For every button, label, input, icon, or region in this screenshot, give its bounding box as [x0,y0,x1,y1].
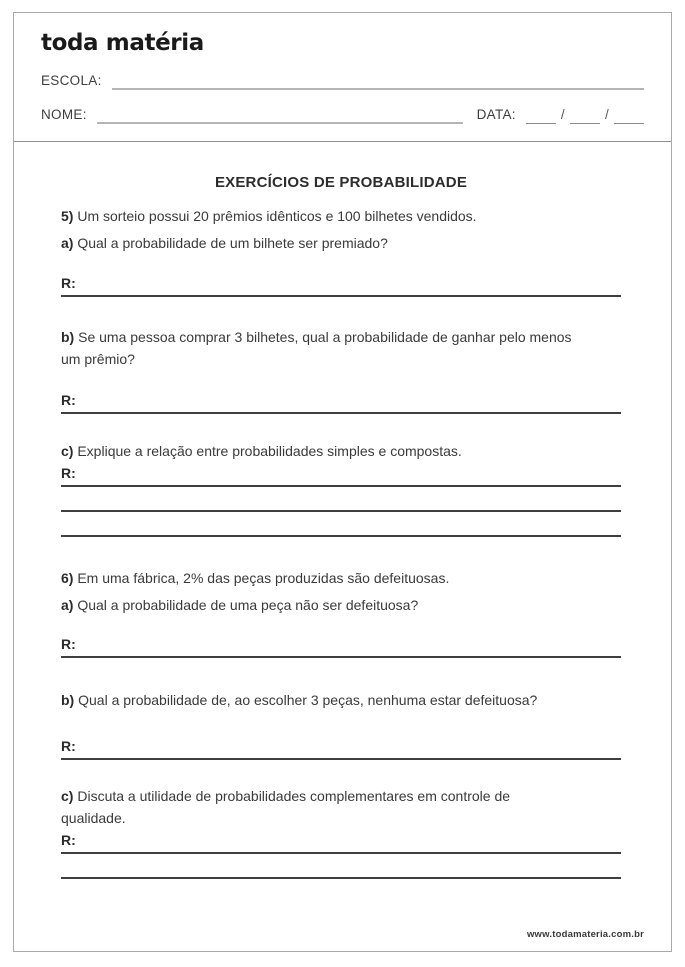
subquestion-text: Se uma pessoa comprar 3 bilhetes, qual a probabilidade de ganhar pelo menos um prêmio? [61,329,572,367]
answer-area-5c [61,464,621,537]
answer-area-6b [61,737,621,760]
answer-label: R: [61,465,76,481]
name-row [41,105,644,124]
answer-extra-line[interactable] [61,512,621,537]
school-row [41,71,644,90]
worksheet-body [14,172,671,879]
subquestion-label: b) [61,329,75,345]
answer-line[interactable] [61,831,621,854]
question-text: Um sorteio possui 20 prêmios idênticos e 100 bilhetes vendidos. [77,208,477,224]
name-label: NOME: [41,107,87,122]
header [14,13,671,124]
subquestion-label: b) [61,692,75,708]
question-6 [61,567,621,589]
answer-label: R: [61,392,76,408]
brand-logo: toda matéria [41,30,204,56]
question-number: 5) [61,208,74,224]
answer-line[interactable] [61,464,621,487]
question-6a [61,594,621,616]
answer-line[interactable] [61,391,621,414]
date-slot-year[interactable] [614,109,644,124]
date-slash-2: / [604,107,609,122]
subquestion-text: Qual a probabilidade de, ao escolher 3 peças, nenhuma estar defeituosa? [78,692,538,708]
date-slash-1: / [560,107,565,122]
date-label: DATA: [476,107,516,122]
subquestion-text: Qual a probabilidade de uma peça não ser defeituosa? [77,597,419,613]
question-5b [61,326,591,370]
name-fill-line[interactable] [97,107,463,124]
answer-extra-line[interactable] [61,854,621,879]
date-slot-month[interactable] [570,109,600,124]
subquestion-label: c) [61,443,74,459]
question-5 [61,205,621,227]
subquestion-label: a) [61,597,74,613]
answer-area-5a [61,274,621,297]
answer-area-5b [61,391,621,414]
worksheet-page [13,12,672,952]
answer-area-6c [61,831,621,879]
question-5c [61,440,621,462]
question-6c [61,785,566,829]
answer-label: R: [61,636,76,652]
answer-area-6a [61,635,621,658]
date-group [477,105,644,124]
subquestion-text: Discuta a utilidade de probabilidades complementares em controle de qualidade. [61,788,511,826]
answer-label: R: [61,832,76,848]
answer-extra-line[interactable] [61,487,621,512]
question-6b [61,689,621,711]
answer-label: R: [61,275,76,291]
subquestion-text: Explique a relação entre probabilidades simples e compostas. [77,443,462,459]
school-label: ESCOLA: [41,73,102,88]
answer-line[interactable] [61,274,621,297]
answer-line[interactable] [61,635,621,658]
question-text: Em uma fábrica, 2% das peças produzidas são defeituosas. [77,570,450,586]
subquestion-label: c) [61,788,74,804]
school-fill-line[interactable] [112,73,644,90]
header-divider [14,141,671,142]
footer-url: www.todamateria.com.br [526,929,644,940]
date-slot-day[interactable] [526,109,556,124]
worksheet-title: EXERCÍCIOS DE PROBABILIDADE [214,174,468,191]
subquestion-text: Qual a probabilidade de um bilhete ser premiado? [77,235,388,251]
answer-label: R: [61,738,76,754]
question-5a [61,232,621,254]
question-number: 6) [61,570,74,586]
subquestion-label: a) [61,235,74,251]
answer-line[interactable] [61,737,621,760]
